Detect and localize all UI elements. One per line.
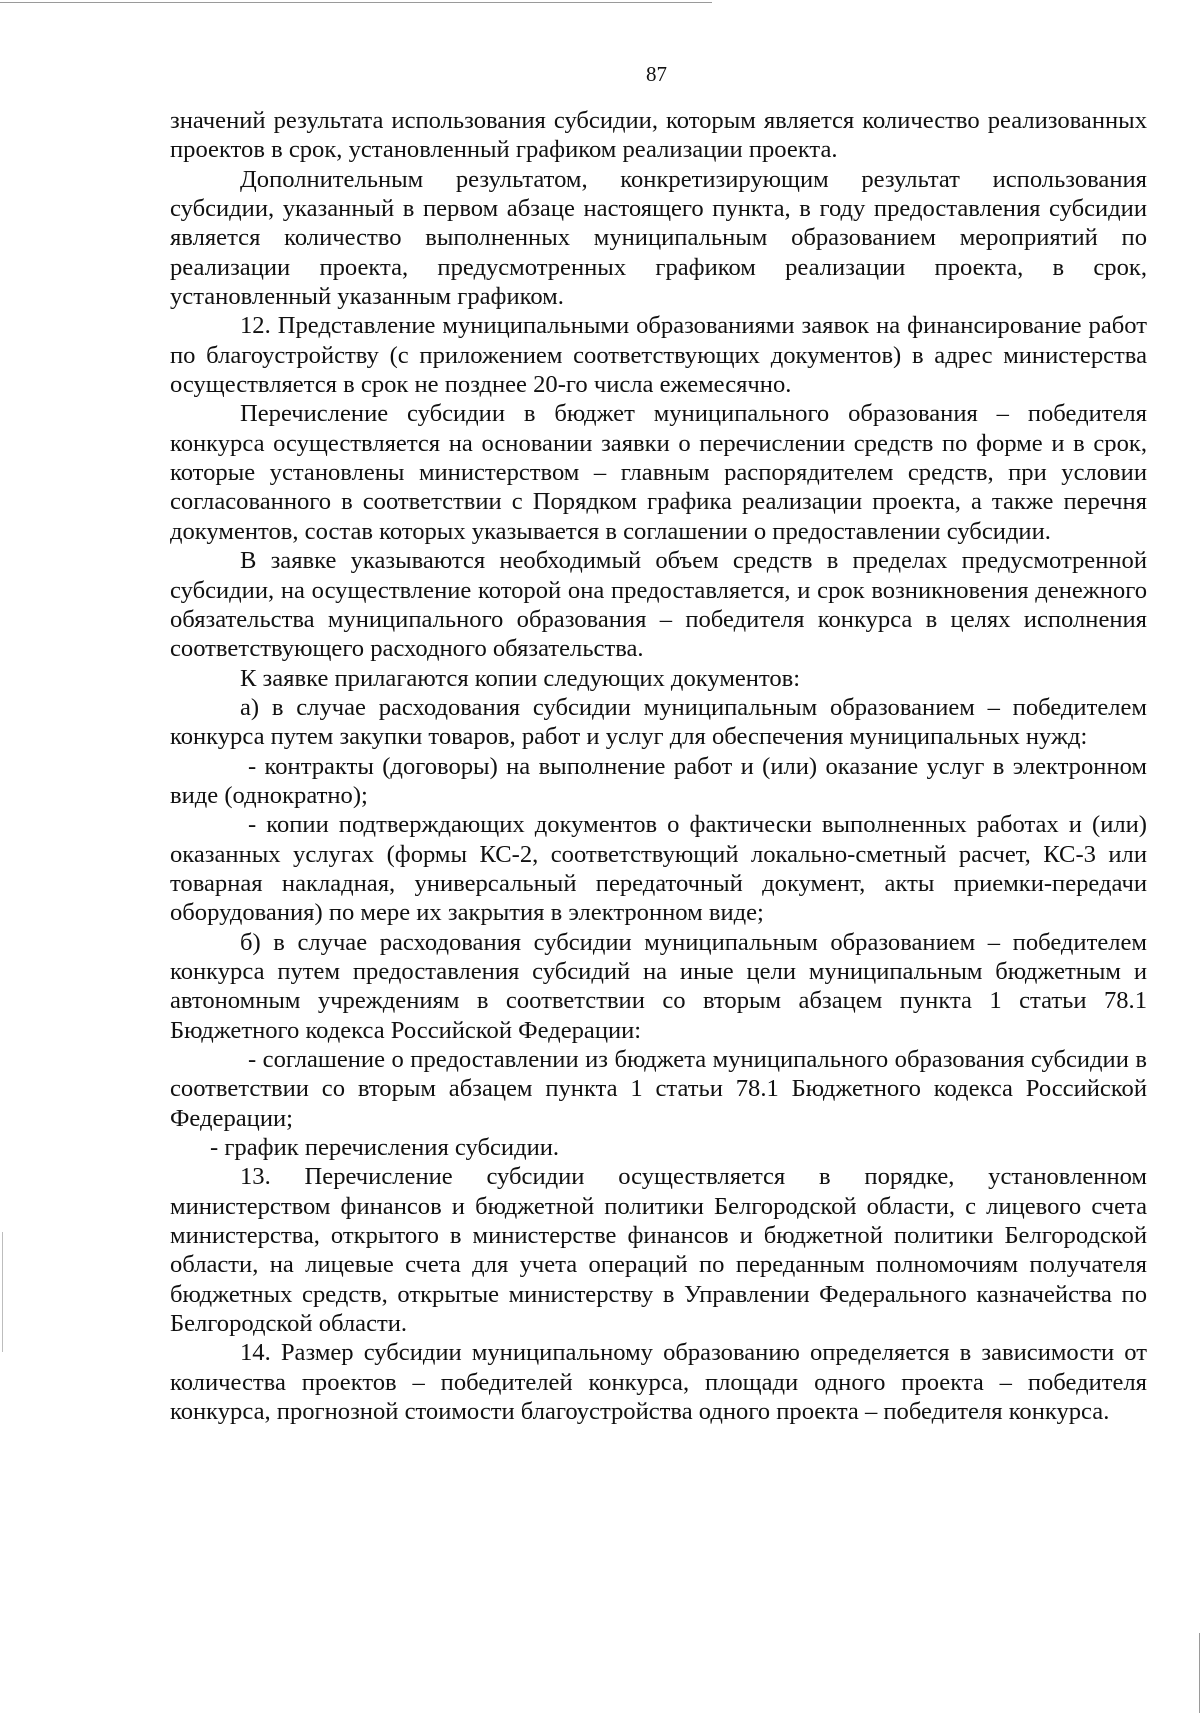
scan-edge-top: [0, 2, 712, 3]
list-item: - контракты (договоры) на выполнение работ и (или) оказание услуг в электронном виде (однократно);: [170, 752, 1147, 809]
list-item: - график перечисления субсидии.: [210, 1134, 560, 1162]
document-body: [170, 106, 1147, 1426]
scan-edge-left: [2, 1232, 3, 1352]
paragraph: К заявке прилагаются копии следующих документов:: [240, 664, 801, 692]
paragraph: значений результата использования субсидии, которым является количество реализованных проектов в срок, установленный графиком реализации проекта.: [170, 107, 1147, 164]
page-number: 87: [646, 62, 667, 86]
paragraph: Перечисление субсидии в бюджет муниципального образования – победителя конкурса осуществляется на основании заявки о перечислении средств по форме и в срок, которые установлены министерством – главным распорядителем средств, при условии согласованного в соответствии с Порядком графика реализации проекта, а также перечня документов, состав которых указывается в соглашении о предоставлении субсидии.: [170, 400, 1147, 545]
list-item: б) в случае расходования субсидии муниципальным образованием – победителем конкурса путем предоставления субсидий на иные цели муниципальным бюджетным и автономным учреждениям в соответствии со вторым абзацем пункта 1 статьи 78.1 Бюджетного кодекса Российской Федерации:: [170, 928, 1147, 1044]
paragraph: 12. Представление муниципальными образованиями заявок на финансирование работ по благоустройству (с приложением соответствующих документов) в адрес министерства осуществляется в срок не позднее 20-го числа ежемесячно.: [170, 312, 1147, 399]
list-item: а) в случае расходования субсидии муниципальным образованием – победителем конкурса путем закупки товаров, работ и услуг для обеспечения муниципальных нужд:: [170, 693, 1147, 751]
list-item: - соглашение о предоставлении из бюджета муниципального образования субсидии в соответствии со вторым абзацем пункта 1 статьи 78.1 Бюджетного кодекса Российской Федерации;: [170, 1046, 1147, 1132]
paragraph: 14. Размер субсидии муниципальному образованию определяется в зависимости от количества проектов – победителей конкурса, площади одного проекта – победителя конкурса, прогнозной стоимости благоустройства одного проекта – победителя конкурса.: [170, 1339, 1147, 1426]
paragraph: 13. Перечисление субсидии осуществляется в порядке, установленном министерством финансов и бюджетной политики Белгородской области, с лицевого счета министерства, открытого в министерстве финансов и бюджетной политики Белгородской области, на лицевые счета для учета операций по переданным полномочиям получателя бюджетных средств, открытые министерству в Управлении Федерального казначейства по Белгородской области.: [170, 1163, 1147, 1338]
paragraph: Дополнительным результатом, конкретизирующим результат использования субсидии, указанный в первом абзаце настоящего пункта, в году предоставления субсидии является количество выполненных муниципальным образованием мероприятий по реализации проекта, предусмотренных графиком реализации проекта, в срок, установленный указанным графиком.: [170, 165, 1147, 311]
paragraph: В заявке указываются необходимый объем средств в пределах предусмотренной субсидии, на осуществление которой она предоставляется, и срок возникновения денежного обязательства муниципального образования – победителя конкурса в целях исполнения соответствующего расходного обязательства.: [170, 547, 1147, 663]
list-item: - копии подтверждающих документов о фактически выполненных работах и (или) оказанных услугах (формы КС-2, соответствующий локально-сметный расчет, КС-3 или товарная накладная, универсальный передаточный документ, акты приемки-передачи оборудования) по мере их закрытия в электронном виде;: [170, 811, 1147, 927]
